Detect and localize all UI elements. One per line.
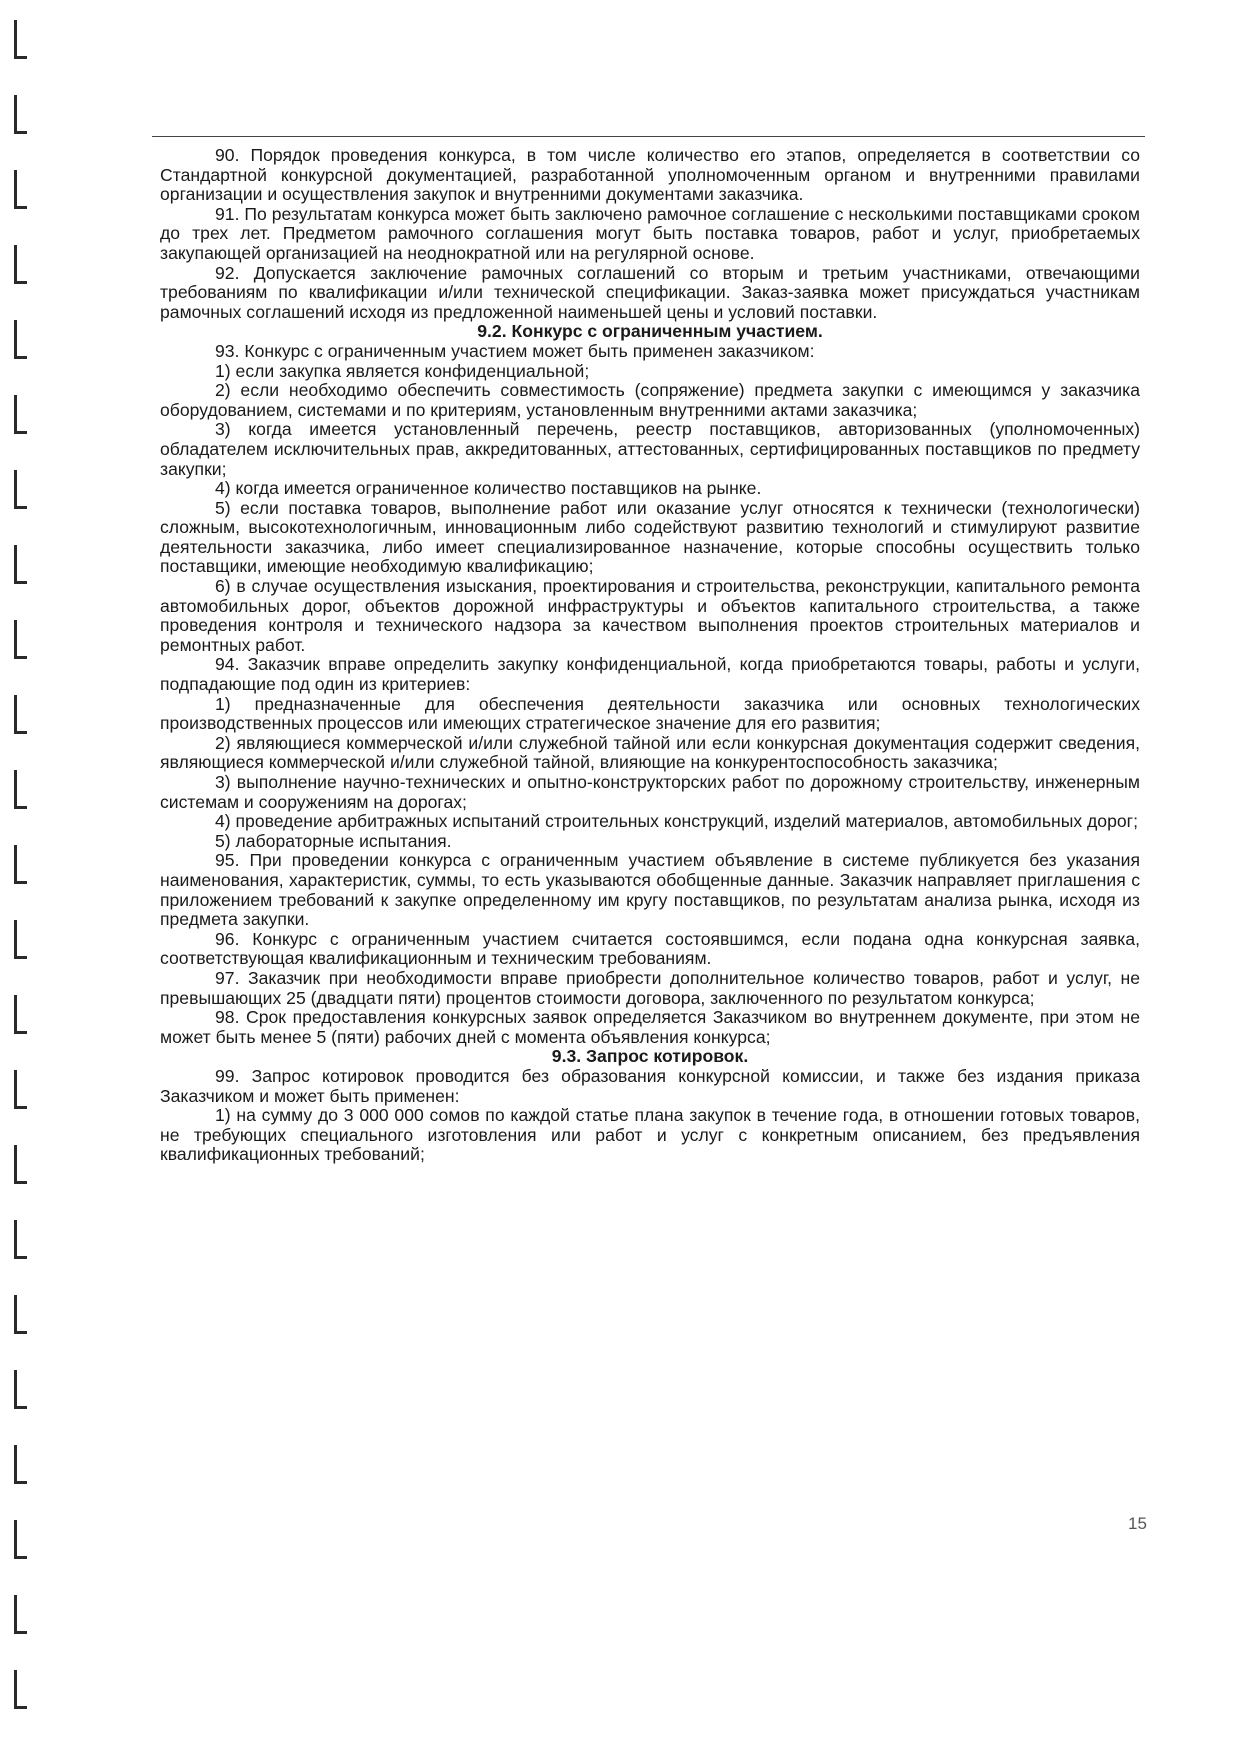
document-body (160, 146, 1140, 1165)
paragraph: 5) лабораторные испытания. (215, 830, 452, 851)
header-rule (152, 136, 1145, 137)
paragraph: 91. По результатам конкурса может быть заключено рамочное соглашение с несколькими поставщиками сроком до трех лет. Предметом рамочного соглашения могут быть поставка товаров, работ и услуг, приобретаемых закупающей организацией на неоднократной или на регулярной основе. (160, 203, 1140, 263)
paragraph: 2) если необходимо обеспечить совместимость (сопряжение) предмета закупки с имеющимся у заказчика оборудованием, системами и по критериям, установленным внутренними актами заказчика; (160, 380, 1140, 420)
paragraph: 4) проведение арбитражных испытаний строительных конструкций, изделий материалов, автомобильных дорог; (215, 811, 1138, 832)
binding-mark (14, 1220, 27, 1259)
binding-mark (14, 620, 27, 659)
binding-mark (14, 1145, 27, 1184)
binding-mark (14, 845, 27, 884)
paragraph: 90. Порядок проведения конкурса, в том числе количество его этапов, определяется в соответствии со Стандартной конкурсной документацией, разработанной уполномоченным органом и внутренними правилами организации и осуществления закупок и внутренними документами заказчика. (160, 145, 1140, 205)
paragraph: 96. Конкурс с ограниченным участием считается состоявшимся, если подана одна конкурсная заявка, соответствующая квалификационным и техническим требованиям. (160, 928, 1140, 969)
section-heading: 9.3. Запрос котировок. (551, 1046, 749, 1067)
binding-mark (14, 20, 27, 59)
paragraph: 6) в случае осуществления изыскания, проектирования и строительства, реконструкции, капитального ремонта автомобильных дорог, объектов дорожной инфраструктуры и объектов капитального строительства, а также проведения контроля и технического надзора за качеством выполнения проектов строительных материалов и ремонтных работ. (160, 576, 1140, 655)
paragraph: 97. Заказчик при необходимости вправе приобрести дополнительное количество товаров, работ и услуг, не превышающих 25 (двадцати пяти) процентов стоимости договора, заключенного по результатом конкурса; (160, 967, 1140, 1008)
binding-mark (14, 1670, 27, 1709)
paragraph: 98. Срок предоставления конкурсных заявок определяется Заказчиком во внутреннем документе, при этом не может быть менее 5 (пяти) рабочих дней с момента объявления конкурса; (160, 1007, 1140, 1047)
paragraph: 93. Конкурс с ограниченным участием может быть применен заказчиком: (215, 340, 815, 361)
binding-mark (14, 770, 27, 809)
binding-mark (14, 695, 27, 734)
binding-mark (14, 320, 27, 359)
binding-mark (14, 920, 27, 959)
paragraph: 3) когда имеется установленный перечень, реестр поставщиков, авторизованных (уполномоченных) обладателем исключительных прав, аккредитованных, аттестованных, сертифицированных поставщиков по предмету закупки; (160, 419, 1140, 479)
binding-mark (14, 1445, 27, 1484)
binding-mark (14, 995, 27, 1034)
binding-mark (14, 170, 27, 209)
paragraph: 1) на сумму до 3 000 000 сомов по каждой статье плана закупок в течение года, в отношении готовых товаров, не требующих специального изготовления или работ и услуг с конкретным описанием, без предъявления квалификационных требований; (160, 1105, 1140, 1165)
binding-mark (14, 470, 27, 509)
binding-mark (14, 545, 27, 584)
paragraph: 4) когда имеется ограниченное количество поставщиков на рынке. (215, 478, 762, 499)
paragraph: 95. При проведении конкурса с ограниченным участием объявление в системе публикуется без указания наименования, характеристик, суммы, то есть указываются обобщенные данные. Заказчик направляет приглашения с приложением требований к закупке определенному им кругу поставщиков, по результатам анализа рынка, исходя из предмета закупки. (160, 850, 1140, 930)
paragraph: 94. Заказчик вправе определить закупку конфиденциальной, когда приобретаются товары, работы и услуги, подпадающие под один из критериев: (160, 654, 1140, 695)
paragraph: 92. Допускается заключение рамочных соглашений со вторым и третьим участниками, отвечающими требованиям по квалификации и/или технической спецификации. Заказ-заявка может присуждаться участникам рамочных соглашений исходя из предложенной наименьшей цены и условий поставки. (160, 262, 1140, 322)
paragraph: 3) выполнение научно-технических и опытно-конструкторских работ по дорожному строительству, инженерным системам и сооружениям на дорогах; (160, 772, 1140, 812)
page-number: 15 (1128, 1514, 1147, 1533)
binding-mark (14, 1595, 27, 1634)
paragraph: 5) если поставка товаров, выполнение работ или оказание услуг относятся к технически (технологически) сложным, высокотехнологичным, инновационным либо содействуют развитию технологий и стимулируют развитие деятельности заказчика, либо имеет специализированное назначение, которые способны осуществить только поставщики, имеющие необходимую квалификацию; (160, 497, 1140, 577)
section-heading: 9.2. Конкурс с ограниченным участием. (477, 321, 823, 342)
binding-mark (14, 95, 27, 134)
paragraph: 99. Запрос котировок проводится без образования конкурсной комиссии, и также без издания приказа Заказчиком и может быть применен: (160, 1065, 1140, 1106)
paragraph: 2) являющиеся коммерческой и/или служебной тайной или если конкурсная документация содержит сведения, являющиеся коммерческой и/или служебной тайной, влияющие на конкурентоспособность заказчика; (160, 732, 1140, 773)
binding-mark (14, 245, 27, 284)
paragraph: 1) предназначенные для обеспечения деятельности заказчика или основных технологических производственных процессов или имеющих стратегическое значение для его развития; (160, 693, 1140, 734)
binding-marks (14, 0, 36, 1754)
binding-mark (14, 1295, 27, 1334)
binding-mark (14, 1520, 27, 1559)
binding-mark (14, 1070, 27, 1109)
binding-mark (14, 1370, 27, 1409)
paragraph: 1) если закупка является конфиденциальной; (215, 360, 590, 381)
binding-mark (14, 395, 27, 434)
